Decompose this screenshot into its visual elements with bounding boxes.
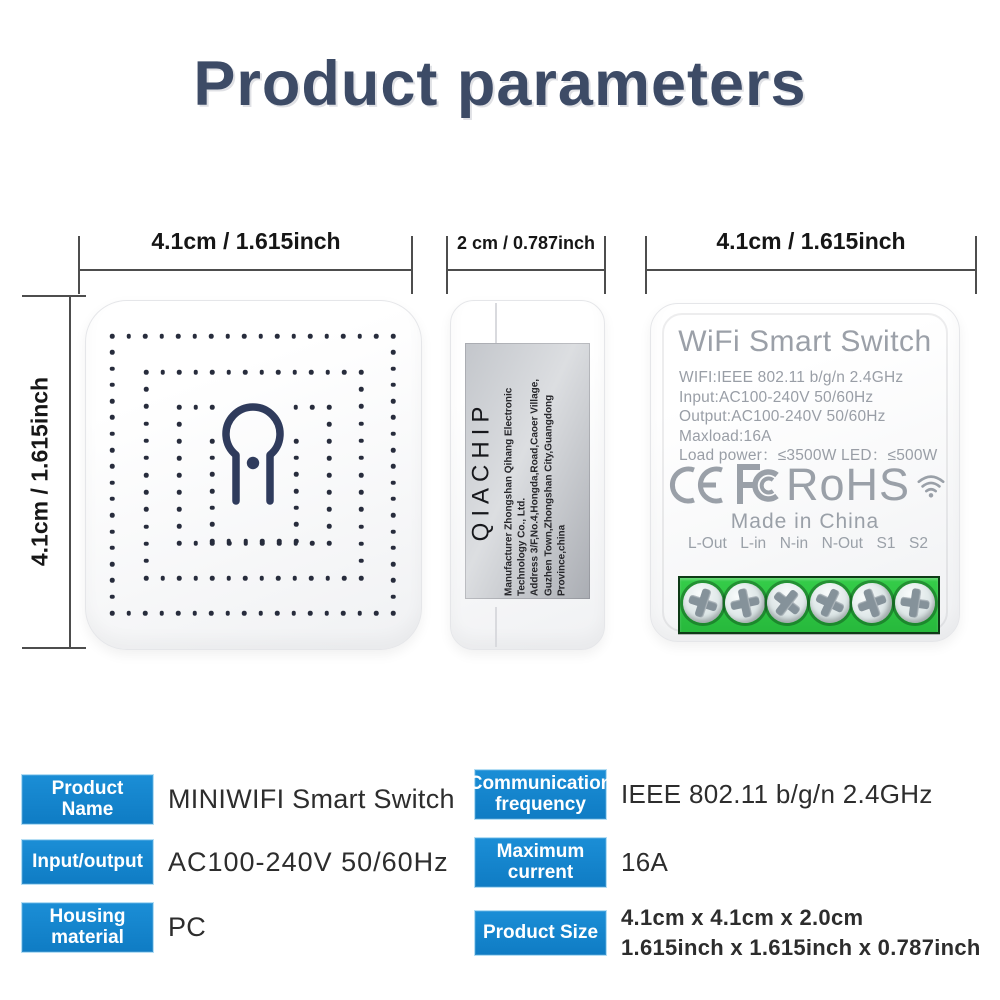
dim-back-width: 4.1cm / 1.615inch [716,228,906,254]
vent-dot [391,578,396,583]
vent-dot [260,539,265,544]
vent-dot [110,448,115,453]
dim-line [447,269,605,271]
spec-row-product-size [475,903,981,962]
vent-dot [294,539,299,544]
vent-dot [391,350,396,355]
vent-dot [327,490,332,495]
vent-dot [209,611,214,616]
vent-dot [144,490,149,495]
vent-dot [193,405,198,410]
vent-dot [294,505,299,510]
vent-dot [341,334,346,339]
vent-dot [159,334,164,339]
vent-dot [391,562,396,567]
vent-dot [308,611,313,616]
vent-dot [176,611,181,616]
vent-dot [227,539,232,544]
spec-value: IEEE 802.11 b/g/n 2.4GHz [621,778,933,809]
vent-dot [292,611,297,616]
vent-dot [126,611,131,616]
screw-icon [721,579,768,626]
brand-name: QIACHIP [467,400,494,542]
spec-value: PC [168,911,207,942]
vent-dot [110,562,115,567]
spec-row-communication-frequency [468,770,933,819]
spec-value: 4.1cm x 4.1cm x 2.0cm 1.615inch x 1.615inch x 0.787inch [621,905,981,960]
vent-dot [110,415,115,420]
rohs-mark: RoHS [785,459,911,510]
spec-label: Input/output [22,840,153,884]
vent-dot [177,405,182,410]
vent-dot [110,594,115,599]
vent-dot [144,507,149,512]
vent-dot [144,404,149,409]
vent-dot [325,334,330,339]
vent-dot [327,422,332,427]
dim-tick [22,647,86,649]
vent-dot [193,541,198,546]
terminal-labels: L-Out L-in N-in N-Out S1 S2 [688,535,928,552]
vent-dot [359,524,364,529]
vent-dot [110,334,115,339]
vent-dot [210,522,215,527]
vent-dot [342,370,347,375]
vent-dot [177,473,182,478]
vent-dot [110,546,115,551]
dim-tick [78,236,80,294]
vent-dot [177,456,182,461]
spec-label: Maximum current [475,838,606,887]
vent-dot [293,370,298,375]
vent-dot [276,576,281,581]
vent-dot [275,611,280,616]
dim-tick [604,236,606,294]
vent-dot [110,399,115,404]
vent-dot [308,334,313,339]
vent-dot [143,611,148,616]
vent-dot [259,334,264,339]
vent-dot [226,370,231,375]
vent-dot [110,366,115,371]
dim-line [646,269,976,271]
vent-dot [144,524,149,529]
vent-dot [309,576,314,581]
front-view-panel [85,300,422,650]
vent-dot [391,611,396,616]
screw-slot [908,588,921,618]
vent-dot [391,497,396,502]
vent-dot [309,370,314,375]
vent-dot [391,464,396,469]
vent-dot [177,576,182,581]
dim-side-width: 2 cm / 0.787inch [456,233,596,253]
vent-dot [391,529,396,534]
vent-dot [126,334,131,339]
vent-dot [210,405,215,410]
vent-dot [243,576,248,581]
vent-dot [210,539,215,544]
vent-dot [391,432,396,437]
screw-icon [759,575,815,631]
vent-dot [391,334,396,339]
vent-dot [294,455,299,460]
dim-front-width: 4.1cm / 1.615inch [151,228,341,254]
case-seam [495,607,497,647]
vent-dot [177,370,182,375]
vent-dot [210,505,215,510]
vent-dot [243,539,248,544]
spec-row-maximum-current [475,838,668,887]
vent-dot [144,559,149,564]
vent-dot [310,405,315,410]
vent-dot [242,611,247,616]
vent-dot [391,513,396,518]
vent-dot [177,422,182,427]
vent-dot [294,489,299,494]
vent-dot [260,576,265,581]
vent-dot [110,464,115,469]
vent-dot [177,541,182,546]
vent-dot [294,439,299,444]
vent-dot [374,611,379,616]
vent-dot [277,539,282,544]
vent-dot [210,455,215,460]
vent-dot [276,370,281,375]
vent-dot [374,334,379,339]
vent-dot [177,490,182,495]
vent-dot [192,334,197,339]
vent-dot [209,334,214,339]
spec-label: Communication frequency [475,770,606,819]
vent-dot [391,448,396,453]
vent-dot [275,334,280,339]
back-view-panel [650,303,960,642]
vent-dot [144,421,149,426]
vent-dot [391,415,396,420]
dim-tick [411,236,413,294]
vent-dot [326,370,331,375]
vent-dot [359,370,364,375]
vent-dot [327,456,332,461]
vent-dot [177,524,182,529]
screw-icon [677,578,727,628]
vent-dot [391,546,396,551]
vent-dot [294,522,299,527]
vent-dot [293,405,298,410]
manufacturer-text: Manufacturer Zhongshan Qihang Electronic Technology Co., Ltd. Address 3/F,No.4,Hongda,Road,Caoer Village, Guzhen Town,Zhongshan City,Guangdong Province,china [503,378,567,596]
vent-dot [358,611,363,616]
vent-dot [193,576,198,581]
spec-row-housing-material [22,903,206,952]
vent-dot [260,370,265,375]
vent-dot [359,387,364,392]
vent-dot [210,370,215,375]
vent-dot [159,611,164,616]
vent-dot [225,334,230,339]
vent-dot [341,611,346,616]
vent-dot [359,490,364,495]
case-seam [495,303,497,343]
vent-dot [359,404,364,409]
vent-dot [310,541,315,546]
vent-dot [243,370,248,375]
vent-dot [144,456,149,461]
wifi-icon [916,472,946,499]
vent-dot [294,472,299,477]
dim-tick [446,236,448,294]
vent-dot [327,541,332,546]
spec-row-product-name [22,775,455,824]
vent-dot [110,480,115,485]
certification-row [668,461,946,509]
vent-dot [160,576,165,581]
vent-dot [359,456,364,461]
vent-dot [325,611,330,616]
vent-dot [327,405,332,410]
vent-dot [110,529,115,534]
vent-dot [391,366,396,371]
vent-dot [193,370,198,375]
screw-icon [846,577,897,628]
vent-dot [327,473,332,478]
spec-value: AC100-240V 50/60Hz [168,846,449,877]
vent-dot [192,611,197,616]
vent-dot [391,480,396,485]
vent-dot [259,611,264,616]
spec-label: Housing material [22,903,153,952]
vent-dot [177,507,182,512]
dim-line [79,269,413,271]
vent-dot [226,576,231,581]
terminal-block [678,576,940,634]
vent-dot [210,439,215,444]
manufacturer-sticker [465,343,590,599]
vent-dot [144,576,149,581]
spec-value: 16A [621,846,669,877]
bulb-icon [219,394,287,512]
vent-dot [110,611,115,616]
device-title: WiFi Smart Switch [678,325,932,358]
vent-dot [144,473,149,478]
screw-icon [892,580,937,625]
made-in-label: Made in China [730,510,880,533]
vent-dot [391,399,396,404]
vent-dot [144,438,149,443]
vent-dot [326,576,331,581]
vent-dot [342,576,347,581]
dim-front-height: 4.1cm / 1.615inch [26,376,53,567]
vent-dot [359,421,364,426]
vent-dot [359,507,364,512]
spec-label: Product Size [475,911,606,955]
vent-dot [359,576,364,581]
vent-dot [176,334,181,339]
vent-dot [210,472,215,477]
vent-dot [242,334,247,339]
vent-dot [358,334,363,339]
device-specs: WIFI:IEEE 802.11 b/g/n 2.4GHz Input:AC100-240V 50/60Hz Output:AC100-240V 50/60Hz Maxload:16A Load power：≤3500W LED：≤500W [679,369,938,464]
vent-dot [144,387,149,392]
spec-row-input-output [22,840,449,884]
vent-dot [391,594,396,599]
vent-dot [110,513,115,518]
vent-dot [327,439,332,444]
vent-dot [177,439,182,444]
dim-tick [645,236,647,294]
page-title: Product parameters [193,49,807,119]
vent-dot [143,334,148,339]
vent-dot [110,578,115,583]
vent-dot [327,524,332,529]
vent-dot [144,370,149,375]
vent-dot [391,383,396,388]
vent-dot [110,497,115,502]
ce-mark [668,463,726,507]
vent-dot [359,541,364,546]
vent-dot [359,473,364,478]
vent-dot [359,559,364,564]
vent-dot [110,350,115,355]
vent-dot [110,432,115,437]
vent-dot [210,576,215,581]
vent-dot [210,489,215,494]
vent-dot [327,507,332,512]
spec-value: MINIWIFI Smart Switch [168,783,455,814]
vent-dot [160,370,165,375]
vent-dot [144,541,149,546]
vent-dot [110,383,115,388]
vent-dot [293,576,298,581]
dim-tick [22,295,86,297]
dim-tick [975,236,977,294]
vent-dot [292,334,297,339]
dim-line [69,296,71,649]
side-view-panel [450,300,605,650]
spec-label: Product Name [22,775,153,824]
vent-dot [359,438,364,443]
screw-icon [803,576,856,629]
vent-dot [225,611,230,616]
fcc-mark [732,464,780,506]
